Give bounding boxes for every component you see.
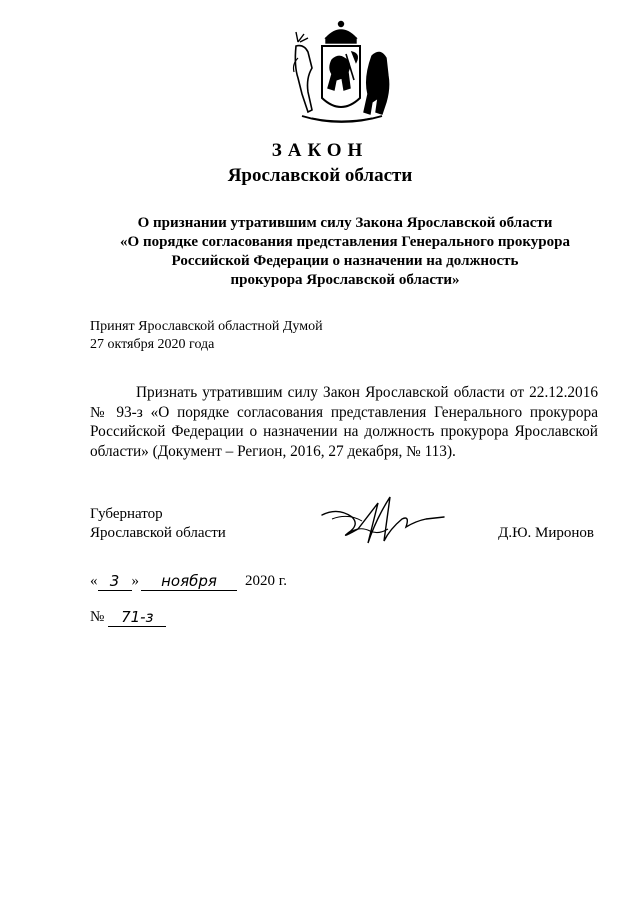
heading-line: О признании утратившим силу Закона Ярославской области (137, 215, 553, 231)
law-number (90, 608, 166, 627)
signatory-position (90, 505, 226, 543)
position-line: Губернатор (90, 506, 163, 522)
position-line: Ярославской области (90, 525, 226, 541)
document-type-title: ЗАКОН (271, 140, 369, 161)
signatory-name: Д.Ю. Миронов (498, 525, 594, 541)
date-day: 3 (98, 572, 132, 591)
adoption-note (90, 318, 323, 354)
signing-date (90, 572, 287, 591)
heading-line: «О порядке согласования представления Генерального прокурора (120, 234, 570, 250)
handwritten-signature-icon (318, 485, 448, 555)
number-label: № (90, 609, 105, 625)
number-value: 71-з (108, 608, 166, 627)
date-close-quote: » (131, 573, 139, 589)
coat-of-arms-icon (282, 18, 400, 130)
law-body-text: Признать утратившим силу Закон Ярославской области от 22.12.2016 № 93-з «О порядке согласования представления Генерального прокурора Российской Федерации о назначении на должность прокурора Ярославской области» (Документ – Регион, 2016, 27 декабря, № 113). (90, 384, 598, 460)
date-open-quote: « (90, 573, 98, 589)
heading-line: прокурора Ярославской области» (230, 272, 460, 288)
law-heading (90, 214, 600, 290)
date-year: 2020 г. (245, 573, 287, 589)
adoption-date: 27 октября 2020 года (90, 337, 215, 352)
region-title: Ярославской области (227, 165, 413, 186)
heading-line: Российской Федерации о назначении на должность (171, 253, 519, 269)
adoption-body: Принят Ярославской областной Думой (90, 319, 323, 334)
date-month: ноября (141, 572, 237, 591)
